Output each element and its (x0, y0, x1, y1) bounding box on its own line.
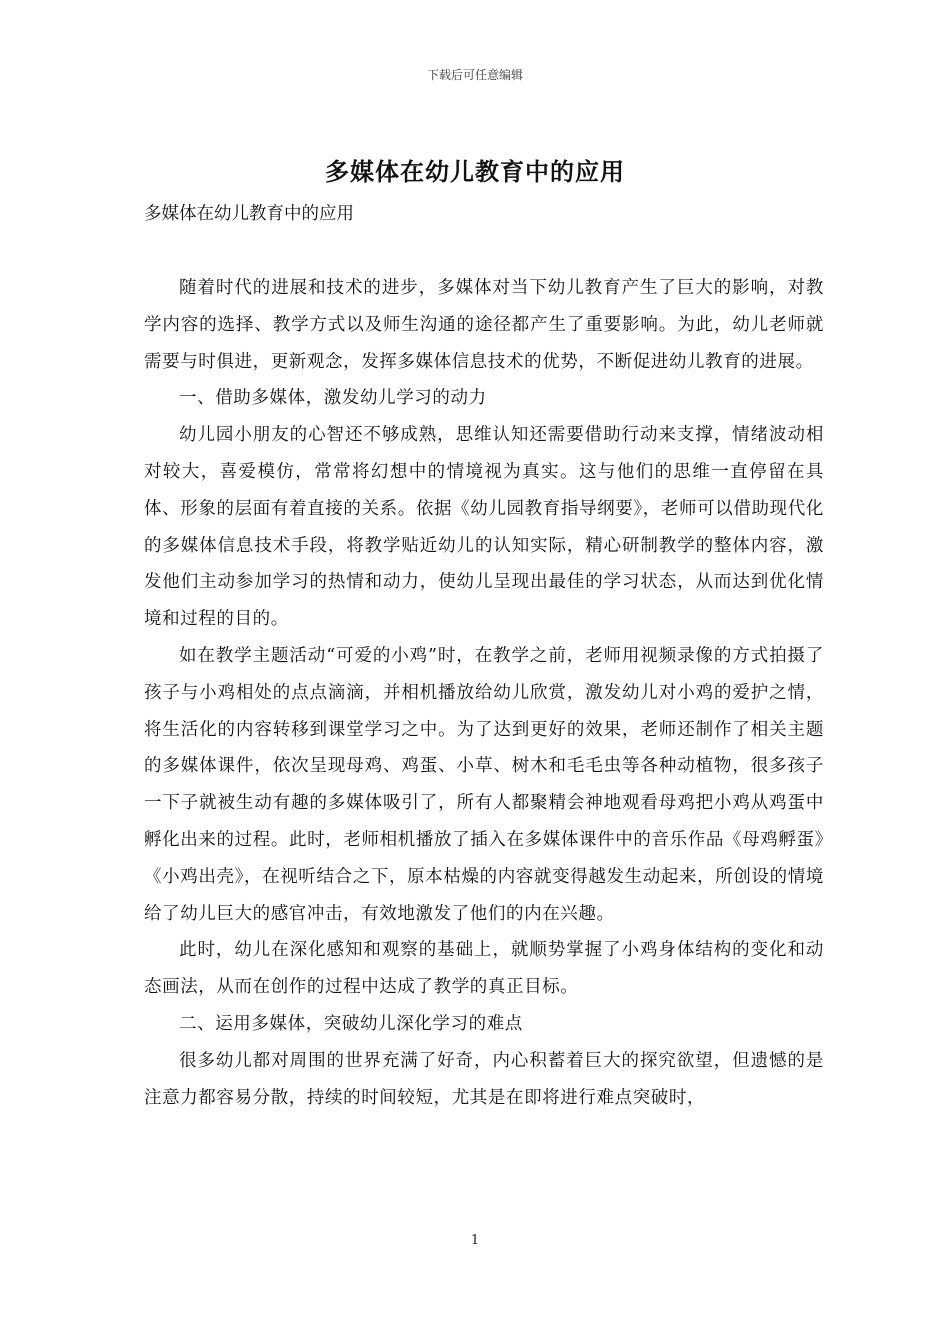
section-heading-2: 二、运用多媒体，突破幼儿深化学习的难点 (179, 1013, 523, 1034)
document-title: 多媒体在幼儿教育中的应用 (325, 157, 625, 186)
paragraph-section-1: 幼儿园小朋友的心智还不够成熟，思维认知还需要借助行动来支撑，情绪波动相对较大，喜爱模仿，常常将幻想中的情境视为真实。这与他们的思维一直停留在具体、形象的层面有着直接的关系。依据《幼儿园教育指导纲要》，老师可以借助现代化的多媒体信息技术手段，将教学贴近幼儿的认知实际，精心研制教学的整体内容，激发他们主动参加学习的热情和动力，使幼儿呈现出最佳的学习状态，从而达到优化情境和过程的目的。 (144, 425, 824, 630)
paragraph-section-2: 很多幼儿都对周围的世界充满了好奇，内心积蓄着巨大的探究欲望，但遗憾的是注意力都容易分散，持续的时间较短，尤其是在即将进行难点突破时， (144, 1050, 824, 1108)
paragraph-example: 如在教学主题活动“可爱的小鸡”时，在教学之前，老师用视频录像的方式拍摄了孩子与小鸡相处的点点滴滴，并相机播放给幼儿欣赏，激发幼儿对小鸡的爱护之情，将生活化的内容转移到课堂学习之中。为了达到更好的效果，老师还制作了相关主题的多媒体课件，依次呈现母鸡、鸡蛋、小草、树木和毛毛虫等各种动植物，很多孩子一下子就被生动有趣的多媒体吸引了，所有人都聚精会神地观看母鸡把小鸡从鸡蛋中孵化出来的过程。此时，老师相机播放了插入在多媒体课件中的音乐作品《母鸡孵蛋》《小鸡出壳》，在视听结合之下，原本枯燥的内容就变得越发生动起来，所创设的情境给了幼儿巨大的感官冲击，有效地激发了他们的内在兴趣。 (144, 645, 824, 924)
document-body (144, 270, 824, 1116)
header-note: 下载后可任意编辑 (426, 68, 523, 82)
paragraph-result: 此时，幼儿在深化感知和观察的基础上，就顺势掌握了小鸡身体结构的变化和动态画法，从而在创作的过程中达成了教学的真正目标。 (144, 940, 824, 998)
page-number: 1 (470, 1233, 480, 1248)
paragraph-intro: 随着时代的进展和技术的进步，多媒体对当下幼儿教育产生了巨大的影响，对教学内容的选择、教学方式以及师生沟通的途径都产生了重要影响。为此，幼儿老师就需要与时俱进，更新观念，发挥多媒体信息技术的优势，不断促进幼儿教育的进展。 (144, 278, 824, 372)
document-subtitle: 多媒体在幼儿教育中的应用 (144, 204, 354, 224)
section-heading-1: 一、借助多媒体，激发幼儿学习的动力 (179, 388, 487, 409)
